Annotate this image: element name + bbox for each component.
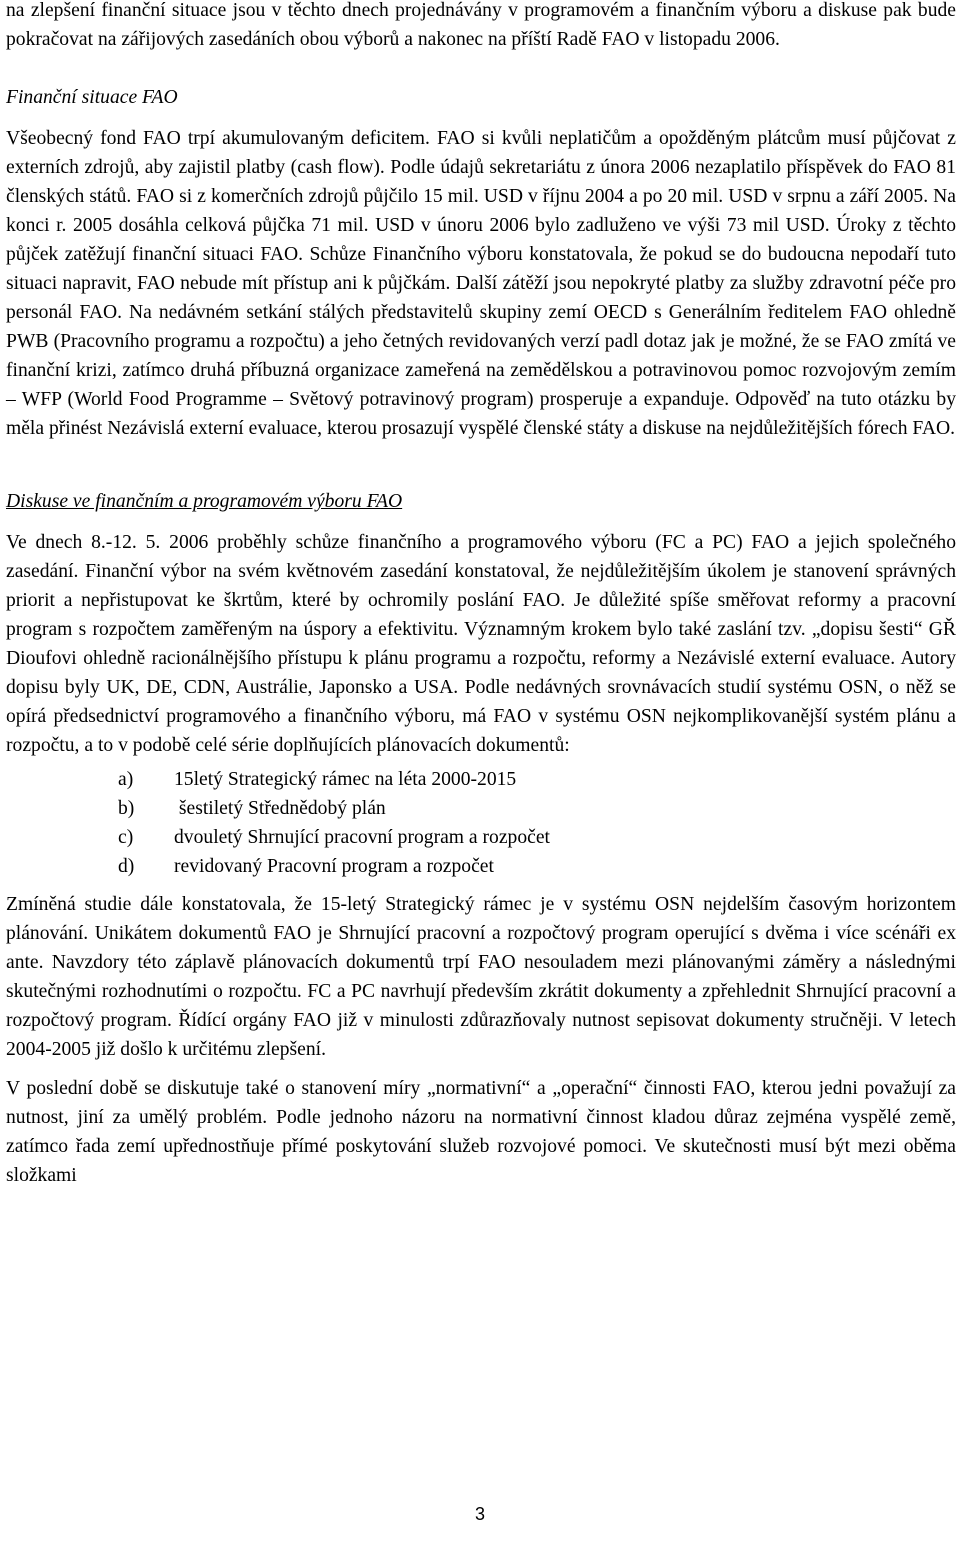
study-findings-paragraph: Zmíněná studie dále konstatovala, že 15-letý Strategický rámec je v systému OSN nejdelším časovým horizontem plánování. Unikátem dokumentů FAO je Shrnující pracovní a rozpočtový program operující s dvěma i více scénáři ex ante. Navzdory této záplavě plánovacích dokumentů trpí FAO nesouladem mezi plánovanými záměry a následnými skutečnými rozhodnutími o rozpočtu. FC a PC navrhují především zkrátit dokumenty a zpřehlednit Shrnující pracovní a rozpočtový program. Řídící orgány FAO již v minulosti zdůrazňovaly nutnost sepisovat dokumenty stručněji. V letech 2004-2005 již došlo k určitému zlepšení. — [6, 894, 956, 1060]
list-marker: a) — [118, 769, 134, 790]
list-marker: c) — [118, 827, 134, 848]
intro-paragraph: na zlepšení finanční situace jsou v těchto dnech projednávány v programovém a finančním výboru a diskuse pak bude pokračovat na zářijových zasedáních obou výborů a nakonec na příští Radě FAO v listopadu 2006. — [6, 0, 956, 50]
list-marker: d) — [118, 856, 135, 877]
list-item-text: 15letý Strategický rámec na léta 2000-2015 — [174, 769, 517, 790]
list-item — [6, 765, 956, 794]
list-item — [6, 794, 956, 823]
planning-documents-list — [6, 765, 956, 881]
list-item-text: šestiletý Střednědobý plán — [174, 798, 386, 819]
list-item — [6, 852, 956, 881]
financial-situation-paragraph: Všeobecný fond FAO trpí akumulovaným deficitem. FAO si kvůli neplatičům a opožděným plátcům musí půjčovat z externích zdrojů, aby zajistil platby (cash flow). Podle údajů sekretariátu z února 2006 nezaplatilo příspěvek do FAO 81 členských států. FAO si z komerčních zdrojů půjčilo 15 mil. USD v říjnu 2004 a po 20 mil. USD v srpnu a září 2005. Na konci r. 2005 dosáhla celková půjčka 71 mil. USD v únoru 2006 bylo zadluženo ve výši 73 mil USD. Úroky z těchto půjček zatěžují finanční situaci FAO. Schůze Finančního výboru konstatovala, že pokud se do budoucna nepodaří tuto situaci napravit, FAO nebude mít přístup ani k půjčkám. Další zátěží jsou nepokryté platby za služby zdravotní péče pro personál FAO. Na nedávném setkání stálých představitelů skupiny zemí OECD s Generálním ředitelem FAO ohledně PWB (Pracovního programu a rozpočtu) a jeho četných revidovaných verzí padl dotaz jak je možné, že se FAO zmítá ve finanční krizi, zatímco druhá příbuzná organizace zameřená na zemědělskou a potravinovou pomoc rozvojovým zemím – WFP (World Food Programme – Světový potravinový program) prosperuje a expanduje. Odpověď na tuto otázku by měla přinést Nezávislá externí evaluace, kterou prosazují vyspělé členské státy a diskuse na nejdůležitějších fórech FAO. — [6, 128, 956, 439]
page-number: 3 — [474, 1504, 485, 1524]
list-item-text: revidovaný Pracovní program a rozpočet — [174, 856, 494, 877]
list-item — [6, 823, 956, 852]
committee-discussion-paragraph: Ve dnech 8.-12. 5. 2006 proběhly schůze finančního a programového výboru (FC a PC) FAO a jejich společného zasedání. Finanční výbor na svém květnovém zasedání konstatoval, že nejdůležitějším úkolem je stanovení správných priorit a nepřistupovat ke škrtům, které by ochromily poslání FAO. Je důležité spíše směřovat reformy a pracovní program s rozpočtem zaměřeným na úspory a efektivitu. Významným krokem bylo také zaslání tzv. „dopisu šesti“ GŘ Dioufovi ohledně racionálnějšího přístupu k plánu programu a rozpočtu, reformy a Nezávislé externí evaluace. Autory dopisu byly UK, DE, CDN, Austrálie, Japonsko a USA. Podle nedávných srovnávacích studií systému OSN, o něž se opírá předsednictví programového a finančního výboru, má FAO v systému OSN nejkomplikovanější systém plánu a rozpočtu, a to v podobě celé série doplňujících plánovacích dokumentů: — [6, 532, 956, 756]
list-item-text: dvouletý Shrnující pracovní program a rozpočet — [174, 827, 550, 848]
document-page — [6, 0, 956, 1190]
section-heading-committee-discussion: Diskuse ve finančním a programovém výboru FAO — [6, 491, 403, 512]
list-marker: b) — [118, 798, 135, 819]
normative-operational-paragraph: V poslední době se diskutuje také o stanovení míry „normativní“ a „operační“ činnosti FAO, kterou jedni považují za nutnost, jiní za umělý problém. Podle jednoho názoru na normativní činnost kladou důraz zejména vyspělé země, zatímco řada zemí upřednostňuje přímé poskytování služeb rozvojové pomoci. Ve skutečnosti musí být mezi oběma složkami — [6, 1078, 956, 1186]
section-heading-financial-situation: Finanční situace FAO — [6, 87, 178, 108]
